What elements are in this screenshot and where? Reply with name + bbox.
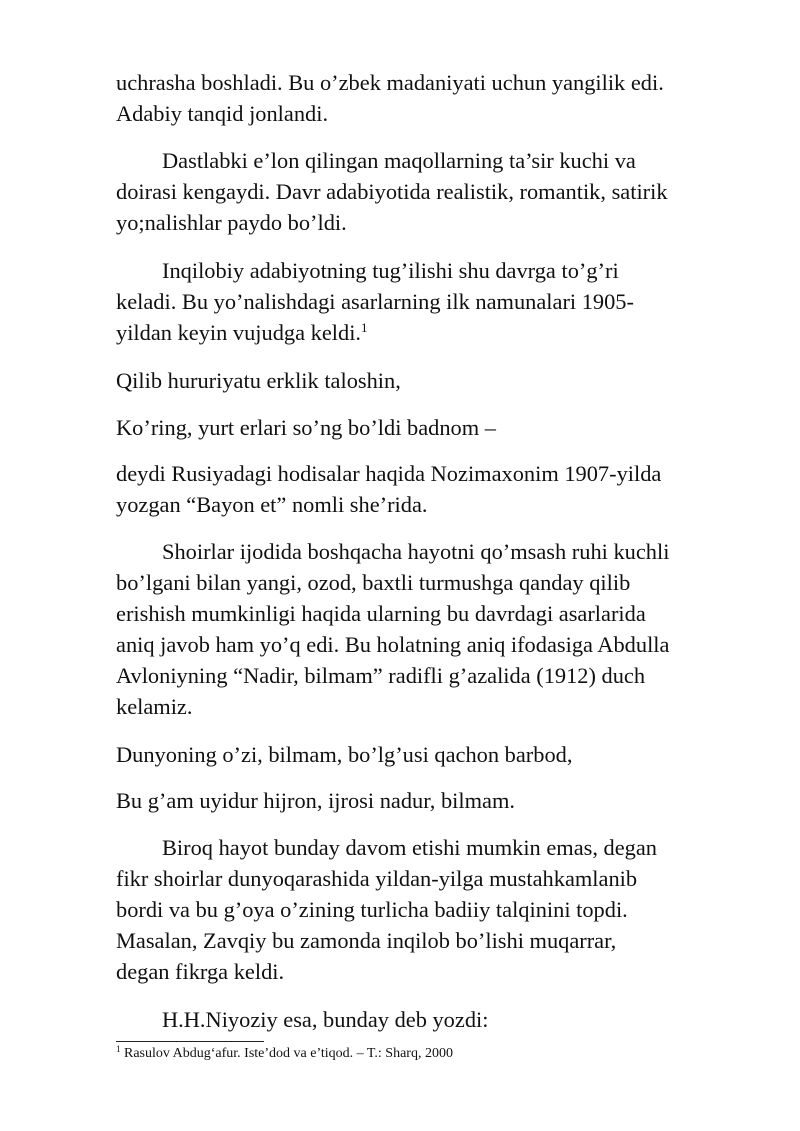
paragraph-biroq [116, 832, 726, 987]
text-line: Avloniyning “Nadir, bilmam” radifli g’azalida (1912) duch [116, 663, 646, 688]
text-line: aniq javob ham yo’q edi. Bu holatning aniq ifodasiga Abdulla [116, 632, 670, 657]
verse-line: Bu g’am uyidur hijron, ijrosi nadur, bilmam. [116, 788, 515, 813]
paragraph-inqilobiy [116, 255, 726, 348]
text-line: keladi. Bu yo’nalishdagi asarlarning ilk namunalari 1905- [116, 289, 634, 314]
text-line: Masalan, Zavqiy bu zamonda inqilob bo’lishi muqarrar, [116, 928, 617, 953]
text-line: bordi va bu g’oya o’zining turlicha badiiy talqinini topdi. [116, 897, 628, 922]
text-line: Dastlabki e’lon qilingan maqollarning ta’sir kuchi va [162, 148, 636, 173]
text-line: degan fikrga keldi. [116, 959, 285, 984]
footnote-marker: 1 [116, 1044, 121, 1054]
text-line: Adabiy tanqid jonlandi. [116, 101, 329, 126]
text-line: erishish mumkinligi haqida ularning bu davrdagi asarlarida [116, 601, 646, 626]
text-line: bo’lgani bilan yangi, ozod, baxtli turmushga qanday qilib [116, 570, 631, 595]
verse-line: Dunyoning o’zi, bilmam, bo’lg’usi qachon barbod, [116, 742, 573, 767]
paragraph-intro [116, 67, 726, 129]
text-line: Shoirlar ijodida boshqacha hayotni qo’msash ruhi kuchli [162, 539, 670, 564]
paragraph-nozimaxonim [116, 458, 726, 520]
paragraph-shoirlar [116, 536, 726, 722]
text-line: kelamiz. [116, 694, 193, 719]
footnote-text: Rasulov Abdug‘afur. Iste’dod va e’tiqod. – T.: Sharq, 2000 [124, 1046, 453, 1061]
verse-line: Ko’ring, yurt erlari so’ng bo’ldi badnom – [116, 415, 496, 440]
text-line: H.H.Niyoziy esa, bunday deb yozdi: [162, 1007, 489, 1032]
verse-line: Qilib hururiyatu erklik taloshin, [116, 368, 401, 393]
text-line: yozgan “Bayon et” nomli she’rida. [116, 492, 428, 517]
text-line: yildan keyin vujudga keldi. [116, 320, 362, 345]
text-line: Biroq hayot bunday davom etishi mumkin emas, degan [162, 835, 657, 860]
footnote [116, 1045, 736, 1063]
text-line: deydi Rusiyadagi hodisalar haqida Nozimaxonim 1907-yilda [116, 461, 662, 486]
text-line: doirasi kengaydi. Davr adabiyotida realistik, romantik, satirik [116, 179, 668, 204]
footnote-reference: 1 [361, 320, 368, 335]
paragraph-maqollar [116, 145, 726, 238]
text-line: fikr shoirlar dunyoqarashida yildan-yilga mustahkamlanib [116, 866, 638, 891]
text-line: uchrasha boshladi. Bu o’zbek madaniyati uchun yangilik edi. [116, 70, 664, 95]
text-line: Inqilobiy adabiyotning tug’ilishi shu davrga to’g’ri [162, 258, 619, 283]
paragraph-niyoziy [116, 1004, 726, 1035]
text-line: yo;nalishlar paydo bo’ldi. [116, 210, 347, 235]
footnote-separator [116, 1041, 264, 1042]
